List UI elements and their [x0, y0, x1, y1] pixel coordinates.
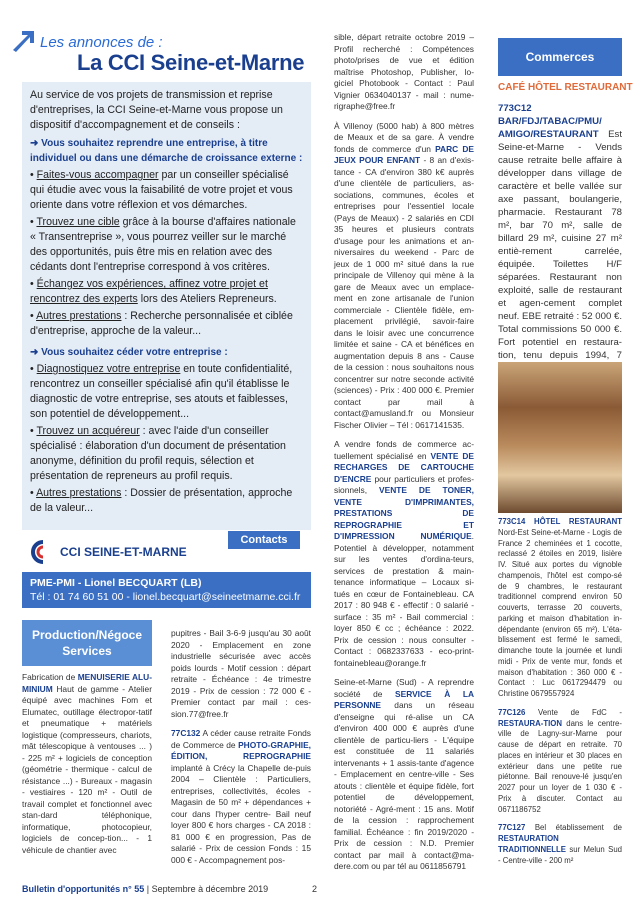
- ad-hotel-restaurant: [498, 517, 622, 700]
- ad-text: - 8 an d'exis-tance - CA d'environ 380 k€ auprès d'une clientèle de particuliers, as-sociations, communes, écoles et entreprises pour l'essentiel locale (Pays de Meaux) - 2 salariés en CDI 35 heures et plusieurs contrats d'usage pour les animations et an-niversaires du weekend - Parc de jeux de 1 000 m² situé dans la rue principale de Villenoy qui mène à la gare de Meaux avec un emplace-ment en zone artisanale de l'union commerciale - Clientèle fidèle, em-placement privilégié, savoir-faire dans le loisir avec une concurrence limitée et saine - CA et bénéfices en augmentation depuis 8 ans - Cause de la cession : nous souhaitons nous concentrer sur notre seconde activité (sciences) - Prix : 400 000 €. Premier contact par mail à contact@amusland.fr ou Monsieur Fischer Olivier – Tél : 0617141535.: [334, 155, 474, 430]
- section-commerces: Commerces: [498, 38, 622, 76]
- intro-heading-buy: ➜ Vous souhaitez reprendre une entreprise, à titre individuel ou dans une démarche de croissance externe :: [30, 138, 303, 164]
- ad-text: dans un réseau d'enseigne qui ré-alise un CA d'environ 400 000 € auprès d'une clientèle de particu-liers - L'équipe est constituée de 11 salariés intervenants + 1 assis-tante d'agence - Emplacement en centre-ville - Ses atouts : clientèle et équipe fidèle, fort potentiel de développement, notoriété - Agré-ment : 15 ans. Motif de la cession : rapprochement familial. Échéance : fin 2019/2020 - Prix de cession : N.D. Premier contact par mail à contact@ma-dere.com ou par tél au 0611856791: [334, 700, 474, 871]
- intro-box: [22, 82, 311, 530]
- contacts-tab: Contacts: [228, 531, 300, 549]
- ad-text: dans le centre-ville de Lagny-sur-Marne pour cause de départ en retraite. 70 places en intérieur et 30 places en extérieur dans une petite rue piétonne. Bail renouve-lé jusqu'en 2027 pour un loyer de 1 030 € - Prix à discuter. Contact au 0671186752: [498, 718, 622, 814]
- intro-bullet: • Trouvez un acquéreur : avec l'aide d'un conseiller spécialisé : élaboration d'un document de présentation anonyme, définition du profil requis, sélection et présentation de repreneurs au profil requis.: [30, 425, 286, 482]
- ad-text: Nord-Est Seine-et-Marne - Logis de France 2 cheminées et 1 cocotte, reclassé 2 étoiles en 2019, lisière IV. Situé aux portes du vignoble champenois, l'hôtel est compo-sé de 9 chambres, le restaurant traditionnel comprend environ 50 couverts, terrasse 20 couverts, parking et maison d'habitation in-dépendante (environ 65 m²). L'éta-blissement est fermé le samedi, dimanche toute la journée et lundi midi - Prix de vente mur, fonds et maison d'habitation : 360 000 € - Contact : Luc 0617294479 ou Christine 0679557924: [498, 527, 622, 698]
- footer-bulletin: [22, 884, 268, 894]
- ad-ref: 773C12: [498, 103, 532, 114]
- ad-text: sible, départ retraite octobre 2019 – Profil recherché : Compétences photo/prises de vue et édition maîtrise Photoshop, Publisher, lo-giciel Photobook - Contact : Paul Vignier 0634040137 - mail : nume-rigraphe@free.fr: [334, 32, 474, 111]
- ad-menuiserie: [22, 672, 152, 856]
- intro-link[interactable]: Diagnostiquez votre entreprise: [36, 363, 181, 375]
- ad-keyword: RESTAURA-TION: [498, 718, 562, 728]
- ad-keyword: BAR/FDJ/TABAC/PMU/ AMIGO/RESTAURANT: [498, 116, 602, 140]
- ad-text: À Villenoy (5000 hab) à 800 mètres de Meaux et de sa gare. À vendre fonds de commerce d'un: [334, 120, 474, 154]
- ad-text: Fabrication de: [22, 672, 78, 682]
- section-production: Production/Négoce Services: [22, 620, 152, 666]
- intro-text: : Dossier de présentation, approche de la valeur...: [30, 487, 293, 514]
- ad-text: pupitres - Bail 3-6-9 jusqu'au 30 août 2020 - Emplacement en zone industrielle sécurisée avec accès poids lourds - Motif cession : départ retraite - Échéance : 4e trimestre 2019 - Prix de cession : 72 000 € - Premier contact par mail : ces-sion.77@free.fr: [171, 628, 311, 719]
- intro-text: : avec l'aide d'un conseiller spécialisé : élaboration d'un document de présentation anonyme, définition du profil requis, sélection et présentation de repreneurs au profil requis.: [30, 425, 286, 482]
- restaurant-photo: [498, 362, 622, 513]
- contact-box: [22, 572, 311, 608]
- intro-link[interactable]: Autres prestations: [36, 487, 122, 499]
- ad-ref: 77C126: [498, 707, 526, 717]
- intro-bullet: • Échangez vos expériences, affinez votre projet et rencontrez des experts lors des Ateliers Repreneurs.: [30, 278, 277, 305]
- ad-restauration-lagny: [498, 708, 622, 816]
- intro-link[interactable]: Trouvez un acquéreur: [36, 425, 140, 437]
- ad-parc-jeux: [334, 121, 474, 432]
- ad-text: Est Seine-et-Marne - Vends cause retraite belle affaire à développer dans village de caractère et belle vallée sur axe passant, boulangerie, pharmacie. Restaurant 78 m², bar 70 m², salle de billard 29 m², cuisine 27 m² entiè-rement carrelée, équipée. Toilettes H/F séparées. Restaurant non exploité, salle de restaurant et agen-cement complet neuf. EBE retraité : 52 000 €. Total commissions 50 000 €. Fort potentiel en restaura-tion, tenu depuis 1994, 7: [498, 129, 622, 361]
- ad-column-3: [334, 32, 474, 873]
- intro-text: par un conseiller spécialisé qui étudie avec vous la faisabilité de votre projet et vous oriente dans votre réflexion et vos démarches.: [30, 169, 293, 211]
- intro-link[interactable]: Trouvez une cible: [36, 216, 120, 228]
- ad-service-personne: [334, 677, 474, 873]
- ad-cartouche: [334, 439, 474, 669]
- ad-ref: 77C132: [171, 728, 201, 738]
- intro-link[interactable]: Faites-vous accompagner: [36, 169, 159, 181]
- page-title: La CCI Seine-et-Marne: [77, 50, 305, 75]
- footer-bulletin-number: Bulletin d'opportunités n° 55: [22, 884, 145, 894]
- ad-photographie: [171, 728, 311, 866]
- ad-keyword: VENTE DE TONER, VENTE D'IMPRIMANTES, PRESTATIONS DE REPROGRAPHIE ET D'IMPRESSION NUMÉRIQUE: [334, 485, 474, 541]
- ad-text: implanté à Crécy la Chapelle de-puis 2004 – Clientèle : Particuliers, entreprises, collectivités, écoles - Magasin de 50 m² + dépendances + cour dans l'hyper centre- Bail neuf loyer 800 € hors charges - CA 2018 : 81 000 € en progression, Pas de salarié - Prix de cession Fonds : 15 000 € - Accompagnement pos-: [171, 762, 311, 865]
- ad-keyword: VENTE DE RECHARGES DE CARTOUCHE D'ENCRE: [334, 450, 474, 484]
- contact-details[interactable]: Tél : 01 74 60 51 00 - lionel.becquart@seineetmarne.cci.fr: [30, 591, 301, 603]
- cafe-hotel-title: CAFÉ HÔTEL RESTAURANT: [498, 82, 633, 93]
- ad-text: Seine-et-Marne (Sud) - A reprendre société de: [334, 677, 474, 699]
- ad-keyword: HÔTEL RESTAURANT: [525, 517, 622, 526]
- intro-bullet: • Autres prestations : Recherche personnalisée et ciblée d'entreprise, approche de la valeur...: [30, 310, 293, 337]
- intro-bullet: • Diagnostiquez votre entreprise en toute confidentialité, rencontrez un conseiller spécialisé afin qu'il établisse le diagnostic de votre entreprise, ses atouts et faiblesses, son potentiel de développement...: [30, 363, 293, 420]
- arrow-icon: [10, 28, 36, 54]
- intro-link[interactable]: Échangez vos expériences, affinez votre projet et rencontrez des experts: [30, 278, 268, 305]
- ad-keyword: SERVICE À LA PERSONNE: [334, 688, 474, 710]
- intro-bullet: • Faites-vous accompagner par un conseiller spécialisé qui étudie avec vous la faisabilité de votre projet et vous oriente dans votre réflexion et vos démarches.: [30, 169, 293, 211]
- page-number: 2: [312, 884, 318, 894]
- ad-text: Bel établissement de: [525, 823, 622, 833]
- cci-logo-icon: [30, 540, 56, 564]
- intro-heading-sell: ➜ Vous souhaitez céder votre entreprise :: [30, 347, 228, 358]
- ad-ref: 77C127: [498, 823, 526, 833]
- ad-text: A céder cause retraite Fonds de Commerce de: [171, 728, 311, 750]
- intro-bullet: • Autres prestations : Dossier de présentation, approche de la valeur...: [30, 487, 293, 514]
- intro-lead: Au service de vos projets de transmission et reprise d'entreprises, la CCI Seine-et-Marne vous propose un dispositif d'accompagnement et de conseils :: [30, 89, 283, 131]
- ad-keyword: RESTAURATION TRADITIONNELLE: [498, 834, 567, 854]
- header-subtitle: Les annonces de :: [40, 34, 163, 51]
- footer-date: | Septembre à décembre 2019: [144, 884, 269, 894]
- ad-ref: 773C14: [498, 517, 526, 526]
- intro-link[interactable]: Autres prestations: [36, 310, 122, 322]
- ad-restauration-melun: [498, 823, 622, 866]
- ad-text: . Potentiel à développer, notamment sur les ventes d'ordina-teurs, services de prestation & main-tenance informatique – Locaux si-tués en cœur de Fontainebleau. CA 2017 : 80 948 € - effectif : 0 salarié - surface : 35 m² - Bail commercial : loyer 850 € cc ; échéance : 2022. Prix de cession : nous consulter - Contact : 0682337633 - eco-print-fontainebleau@orange.fr: [334, 531, 474, 668]
- ad-column-2: [171, 628, 311, 866]
- contact-name: PME-PMI - Lionel BECQUART (LB): [30, 577, 202, 589]
- cci-logo-text: CCI SEINE-ET-MARNE: [60, 545, 187, 559]
- intro-text: lors des Ateliers Repreneurs.: [137, 293, 277, 305]
- ad-text: Haut de gamme - Atelier équipé avec machines Fom et Elumatec, outillage électropor-tatif et pneumatique + matériels logistique (compresseurs, chariots, mât télescopique à ventouses ... ) - 225 m² + logiciels de conception (géométrie - thermique - calcul de résistance ...) - Bureaux - magasin - vestiaires - 120 m² - Outil de travail complet et fonctionnel avec stan-dard téléphonique, informatique, photocopieur, logiciels de concep-tion... - 1 véhicule de chantier avec: [22, 683, 152, 855]
- ad-column-4b: [498, 517, 622, 866]
- ad-text: pour particuliers et profes-sionnels,: [334, 473, 474, 495]
- ad-keyword: PHOTO-GRAPHIE, ÉDITION, REPROGRAPHIE: [171, 739, 311, 761]
- ad-text: sur Melun Sud - Centre-ville - 200 m²: [498, 844, 622, 865]
- ad-keyword: MENUISERIE ALU-MINIUM: [22, 672, 152, 694]
- ad-text: Vente de FdC -: [525, 707, 622, 717]
- ad-text: A vendre fonds de commerce ac-tuellement spécialisé en: [334, 439, 474, 461]
- intro-text: grâce à la bourse d'affaires nationale « Transentreprise », vous pourrez veiller sur le marché des opportunités, puis être mis en relation avec des cédants dont l'entreprise correspond à vos critères.: [30, 216, 296, 273]
- intro-text: : Recherche personnalisée et ciblée d'entreprise, approche de la valeur...: [30, 310, 293, 337]
- intro-bullet: • Trouvez une cible grâce à la bourse d'affaires nationale « Transentreprise », vous pourrez veiller sur le marché des opportunités, puis être mis en relation avec des cédants dont l'entreprise correspond à vos critères.: [30, 216, 296, 273]
- intro-text: en toute confidentialité, rencontrez un conseiller spécialisé afin qu'il établisse le diagnostic de votre entreprise, ses atouts et faiblesses, son potentiel de développement...: [30, 363, 293, 420]
- ad-keyword: PARC DE JEUX POUR ENFANT: [334, 143, 474, 165]
